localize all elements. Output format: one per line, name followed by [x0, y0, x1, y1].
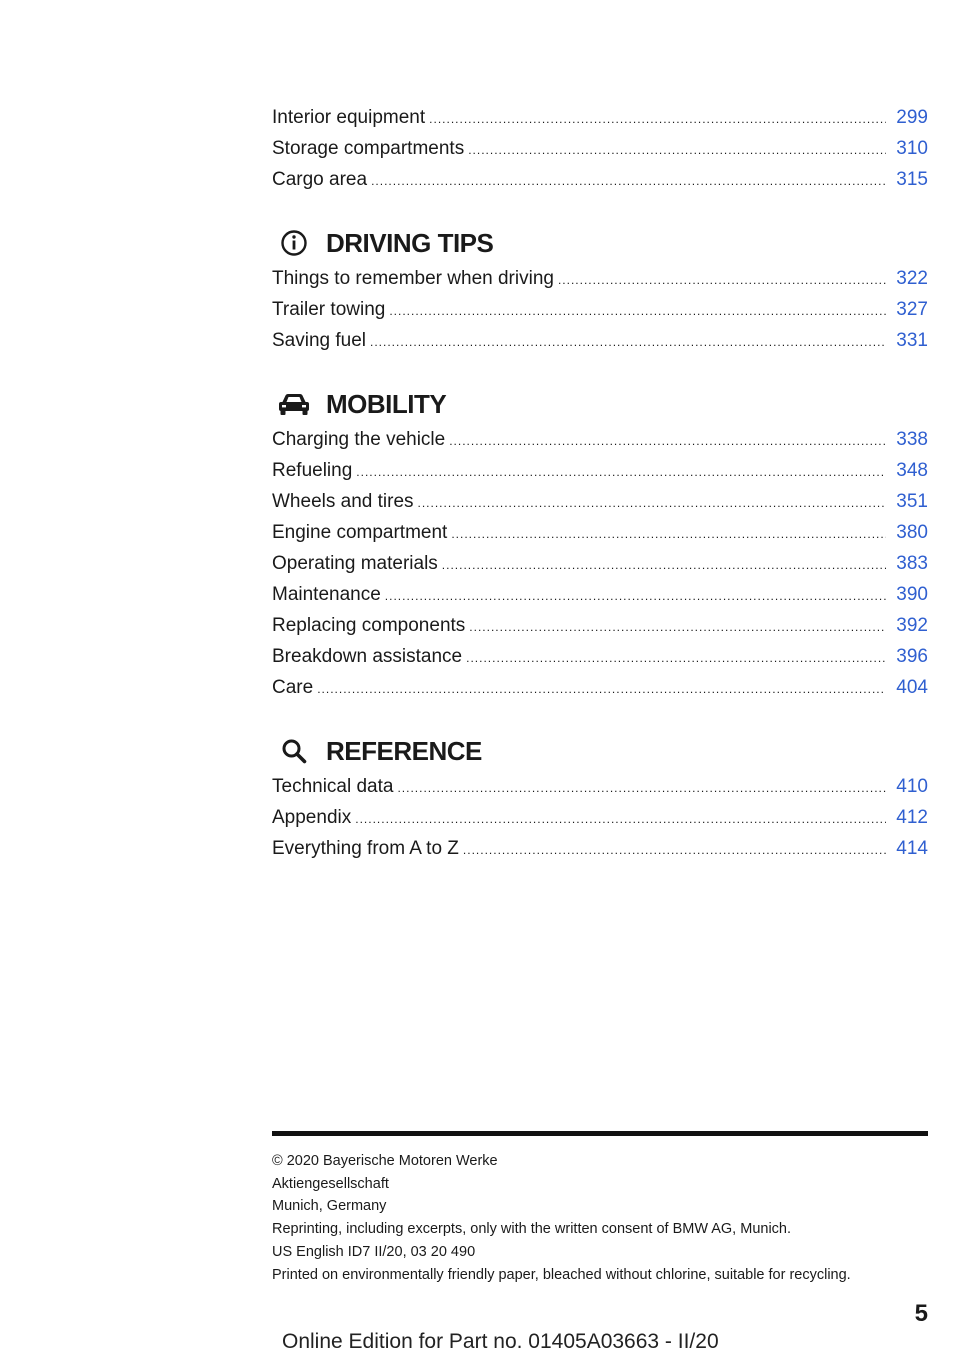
toc-entry-page-link[interactable]: 315: [896, 169, 928, 190]
toc-entry-label: Things to remember when driving: [272, 268, 554, 289]
info-icon: [274, 225, 314, 261]
dot-leader: [442, 551, 886, 579]
toc-entry-label: Appendix: [272, 807, 352, 828]
toc-entry-label: Technical data: [272, 776, 394, 797]
toc-entry-page-link[interactable]: 390: [896, 584, 928, 605]
toc-entry-page-link[interactable]: 383: [896, 553, 928, 574]
dot-leader: [397, 774, 886, 802]
toc-entry[interactable]: [272, 581, 928, 612]
toc-entry[interactable]: [272, 135, 928, 166]
imprint-line: US English ID7 II/20, 03 20 490: [272, 1243, 476, 1260]
toc-entry-page-link[interactable]: 414: [896, 838, 928, 859]
section-title: DRIVING TIPS: [326, 227, 494, 258]
dot-leader: [370, 328, 886, 356]
dot-leader: [429, 105, 886, 133]
search-icon: [274, 733, 314, 769]
toc-entry[interactable]: [272, 327, 928, 358]
dot-leader: [449, 427, 886, 455]
toc-entry-label: Care: [272, 677, 314, 698]
toc-entry-page-link[interactable]: 322: [896, 268, 928, 289]
toc-entry-page-link[interactable]: 299: [896, 107, 928, 128]
toc-entry[interactable]: [272, 519, 928, 550]
toc-entry-label: Storage compartments: [272, 138, 465, 159]
toc-entry-page-link[interactable]: 331: [896, 330, 928, 351]
toc-entry-label: Refueling: [272, 460, 353, 481]
toc-entry-label: Replacing components: [272, 615, 466, 636]
toc-entry[interactable]: [272, 488, 928, 519]
dot-leader: [355, 805, 886, 833]
toc-entry-page-link[interactable]: 396: [896, 646, 928, 667]
toc-entry-page-link[interactable]: 310: [896, 138, 928, 159]
toc-entry[interactable]: [272, 457, 928, 488]
toc-entry[interactable]: [272, 265, 928, 296]
toc-entry[interactable]: [272, 674, 928, 705]
page-number: 5: [914, 1300, 928, 1327]
dot-leader: [466, 644, 886, 672]
toc-section-reference: [272, 733, 928, 866]
toc-entry[interactable]: [272, 804, 928, 835]
toc-entry-label: Engine compartment: [272, 522, 448, 543]
toc-entry-page-link[interactable]: 404: [896, 677, 928, 698]
dot-leader: [317, 675, 886, 703]
section-heading: [272, 733, 928, 769]
imprint-line: Aktiengesellschaft: [272, 1175, 389, 1192]
toc-entry-page-link[interactable]: 412: [896, 807, 928, 828]
toc-entry-page-link[interactable]: 410: [896, 776, 928, 797]
toc-entry[interactable]: [272, 550, 928, 581]
dot-leader: [418, 489, 886, 517]
section-title: MOBILITY: [326, 388, 447, 419]
section-heading: [272, 225, 928, 261]
toc-entry-page-link[interactable]: 338: [896, 429, 928, 450]
imprint-line: Reprinting, including excerpts, only with the written consent of BMW AG, Munich.: [272, 1221, 792, 1238]
toc-section-mobility: [272, 386, 928, 705]
toc-entry[interactable]: [272, 773, 928, 804]
dot-leader: [451, 520, 886, 548]
section-title: REFERENCE: [326, 735, 482, 766]
toc-entry-label: Trailer towing: [272, 299, 386, 320]
toc-entry[interactable]: [272, 166, 928, 197]
car-icon: [274, 386, 314, 422]
toc-entry-label: Wheels and tires: [272, 491, 414, 512]
toc-entry-label: Breakdown assistance: [272, 646, 463, 667]
dot-leader: [385, 582, 886, 610]
toc-section-driving-tips: [272, 225, 928, 358]
dot-leader: [371, 167, 886, 195]
imprint-line: Printed on environmentally friendly paper, bleached without chlorine, suitable for recycling.: [272, 1266, 851, 1283]
toc-entry[interactable]: [272, 104, 928, 135]
toc-entry-label: Charging the vehicle: [272, 429, 446, 450]
dot-leader: [468, 136, 886, 164]
imprint-line: Munich, Germany: [272, 1198, 387, 1215]
toc-entry[interactable]: [272, 643, 928, 674]
table-of-contents: [272, 104, 928, 866]
toc-entry-page-link[interactable]: 392: [896, 615, 928, 636]
toc-entry[interactable]: [272, 612, 928, 643]
dot-leader: [558, 266, 886, 294]
toc-entry-page-link[interactable]: 348: [896, 460, 928, 481]
toc-entry-label: Cargo area: [272, 169, 368, 190]
toc-entry-label: Operating materials: [272, 553, 438, 574]
imprint: [272, 1150, 932, 1286]
toc-entry-page-link[interactable]: 351: [896, 491, 928, 512]
toc-entry-label: Saving fuel: [272, 330, 367, 351]
footer-divider: [272, 1131, 928, 1136]
toc-entry-label: Interior equipment: [272, 107, 426, 128]
online-edition-watermark: Online Edition for Part no. 01405A03663 - II/20: [282, 1330, 719, 1353]
toc-entry-page-link[interactable]: 380: [896, 522, 928, 543]
dot-leader: [469, 613, 886, 641]
toc-entry[interactable]: [272, 426, 928, 457]
dot-leader: [463, 836, 886, 864]
section-heading: [272, 386, 928, 422]
imprint-line: © 2020 Bayerische Motoren Werke: [272, 1153, 498, 1169]
toc-entry[interactable]: [272, 835, 928, 866]
dot-leader: [389, 297, 886, 325]
toc-section-continued: [272, 104, 928, 197]
toc-entry-label: Everything from A to Z: [272, 838, 459, 859]
toc-entry[interactable]: [272, 296, 928, 327]
toc-entry-page-link[interactable]: 327: [896, 299, 928, 320]
dot-leader: [356, 458, 886, 486]
toc-entry-label: Maintenance: [272, 584, 381, 605]
